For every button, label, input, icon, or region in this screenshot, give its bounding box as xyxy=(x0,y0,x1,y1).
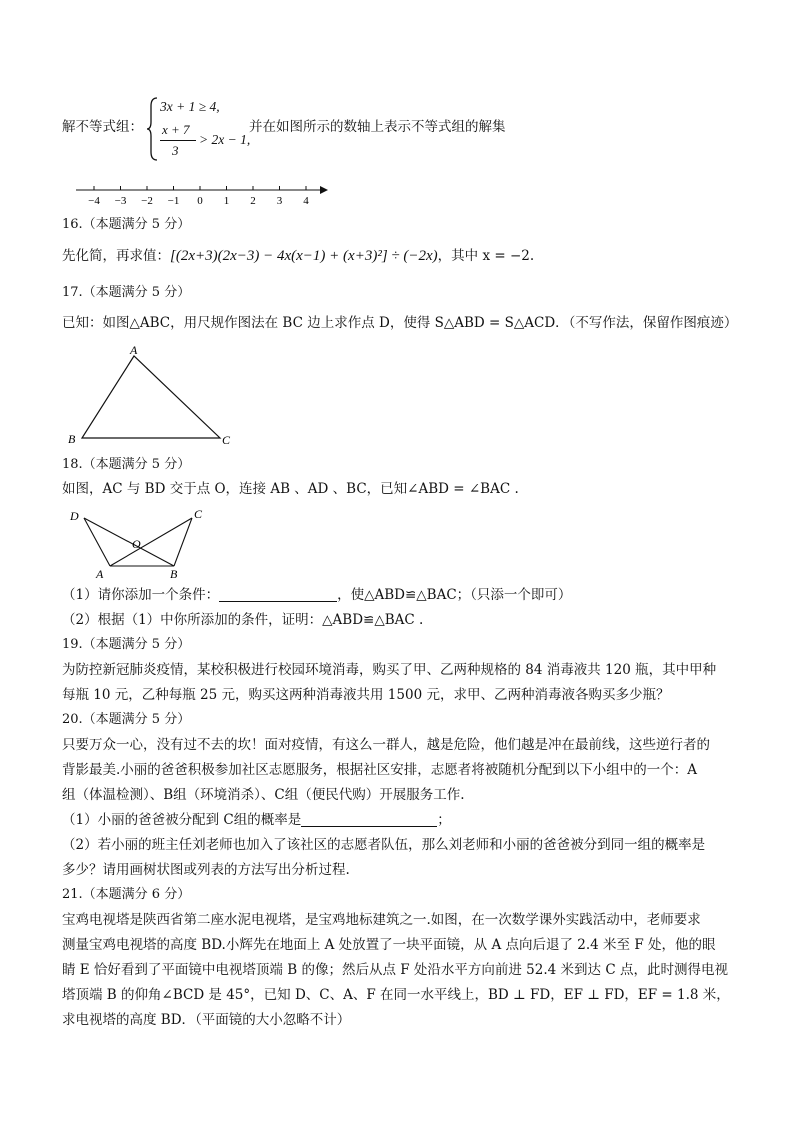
q15-suffix: 并在如图所示的数轴上表示不等式组的解集 xyxy=(249,119,506,135)
q18-label-d: D xyxy=(70,509,79,523)
q16-text-post: ，其中 x = −2. xyxy=(437,248,535,264)
q20-header: 20.（本题满分 5 分） xyxy=(62,712,191,727)
q16-body xyxy=(62,244,534,268)
q18-answer-blank[interactable] xyxy=(219,587,337,602)
q16-header: 16.（本题满分 5 分） xyxy=(62,217,191,232)
quadrilateral-figure xyxy=(62,504,222,582)
q20-line1: 只要万众一心，没有过不去的坎！面对疫情，有这么一群人，越是危险，他们越是冲在最前线，这些逆行者的 xyxy=(62,737,710,753)
q17-header: 17.（本题满分 5 分） xyxy=(62,285,191,300)
q21-line4: 塔顶端 B 的仰角∠BCD 是 45°，已知 D、C、A、F 在同一水平线上，BD ⊥ FD，EF ⊥ FD，EF = 1.8 米， xyxy=(62,987,730,1003)
q20-part2-line2: 多少？请用画树状图或列表的方法写出分析过程. xyxy=(62,862,350,878)
q21-line2: 测量宝鸡电视塔的高度 BD.小辉先在地面上 A 处放置了一块平面镜，从 A 点向后退了 2.4 米至 F 处，他的眼 xyxy=(62,937,716,953)
q18-label-a: A xyxy=(96,567,104,581)
q16-text-pre: 先化简，再求值： xyxy=(62,248,170,264)
q18-text: 如图，AC 与 BD 交于点 O，连接 AB 、AD 、BC，已知∠ABD = ∠BAC . xyxy=(62,481,519,497)
number-line xyxy=(70,180,340,210)
number-line-tick-label: −3 xyxy=(114,195,127,207)
number-line-tick-label: −1 xyxy=(167,195,180,207)
q18-label-b: B xyxy=(170,567,178,581)
q20-part1 xyxy=(62,810,451,830)
number-line-tick-label: −2 xyxy=(141,195,153,207)
q15-brace xyxy=(147,96,159,162)
q20-answer-blank[interactable] xyxy=(301,812,437,827)
q18-part1-pre: （1）请你添加一个条件： xyxy=(62,587,220,603)
q18-part1 xyxy=(62,585,571,605)
number-line-tick-label: −4 xyxy=(88,195,100,207)
q18-label-o: O xyxy=(132,537,141,551)
q21-line3: 睛 E 恰好看到了平面镜中电视塔顶端 B 的像；然后从点 F 处沿水平方向前进 52.4 米到达 C 点，此时测得电视 xyxy=(62,962,728,978)
q17-label-a: A xyxy=(130,343,138,357)
q20-line3: 组（体温检测）、B组（环境消杀）、C组（便民代购）开展服务工作. xyxy=(62,787,465,803)
number-line-tick-label: 1 xyxy=(223,195,230,207)
number-line-tick-label: 2 xyxy=(250,195,256,207)
q15-inequality-1: 3x + 1 ≥ 4, xyxy=(160,99,220,114)
q21-line1: 宝鸡电视塔是陕西省第二座水泥电视塔，是宝鸡地标建筑之一.如图，在一次数学课外实践活动中，老师要求 xyxy=(62,912,701,928)
q18-header: 18.（本题满分 5 分） xyxy=(62,457,191,472)
q15-prefix: 解不等式组： xyxy=(62,119,143,135)
q17-text: 已知：如图△ABC，用尺规作图法在 BC 边上求作点 D，使得 S△ABD = S△ACD．（不写作法，保留作图痕迹） xyxy=(62,315,738,331)
q15-fraction-numerator: x + 7 xyxy=(162,122,190,137)
q21-header: 21.（本题满分 6 分） xyxy=(62,887,191,902)
q16-expression: [(2x+3)(2x−3) − 4x(x−1) + (x+3)²] ÷ (−2x) xyxy=(170,248,438,264)
q20-line2: 背影最美.小丽的爸爸积极参加社区志愿服务，根据社区安排，志愿者将被随机分配到以下小组中的一个：A xyxy=(62,762,698,778)
q15-fraction-tail: > 2x − 1, xyxy=(199,132,251,147)
q19-line2: 每瓶 10 元，乙种每瓶 25 元，购买这两种消毒液共用 1500 元，求甲、乙两种消毒液各购买多少瓶？ xyxy=(62,687,670,703)
q18-label-c: C xyxy=(194,507,203,521)
number-line-tick-label: 0 xyxy=(197,195,203,207)
number-line-tick-label: 3 xyxy=(276,195,283,207)
q19-line1: 为防控新冠肺炎疫情，某校积极进行校园环境消毒，购买了甲、乙两种规格的 84 消毒液共 120 瓶，其中甲种 xyxy=(62,662,717,678)
number-line-tick-label: 4 xyxy=(303,195,309,207)
q17-label-b: B xyxy=(68,432,76,446)
arrow-right-icon xyxy=(320,186,328,194)
q18-part1-post: ，使△ABD≌△BAC；（只添一个即可） xyxy=(337,587,572,603)
q20-part1-pre: （1）小丽的爸爸被分配到 C组的概率是 xyxy=(62,812,302,828)
q19-header: 19.（本题满分 5 分） xyxy=(62,637,191,652)
q20-part1-post: ； xyxy=(437,812,451,828)
q17-label-c: C xyxy=(222,433,231,447)
q20-part2-line1: （2）若小丽的班主任刘老师也加入了该社区的志愿者队伍，那么刘老师和小丽的爸爸被分到同一组的概率是 xyxy=(62,837,706,853)
q15-fraction-denominator: 3 xyxy=(172,143,179,158)
triangle-abc-figure xyxy=(62,342,252,450)
q18-part2: （2）根据（1）中你所添加的条件，证明：△ABD≌△BAC . xyxy=(62,612,424,628)
q21-line5: 求电视塔的高度 BD．（平面镜的大小忽略不计） xyxy=(62,1012,351,1028)
